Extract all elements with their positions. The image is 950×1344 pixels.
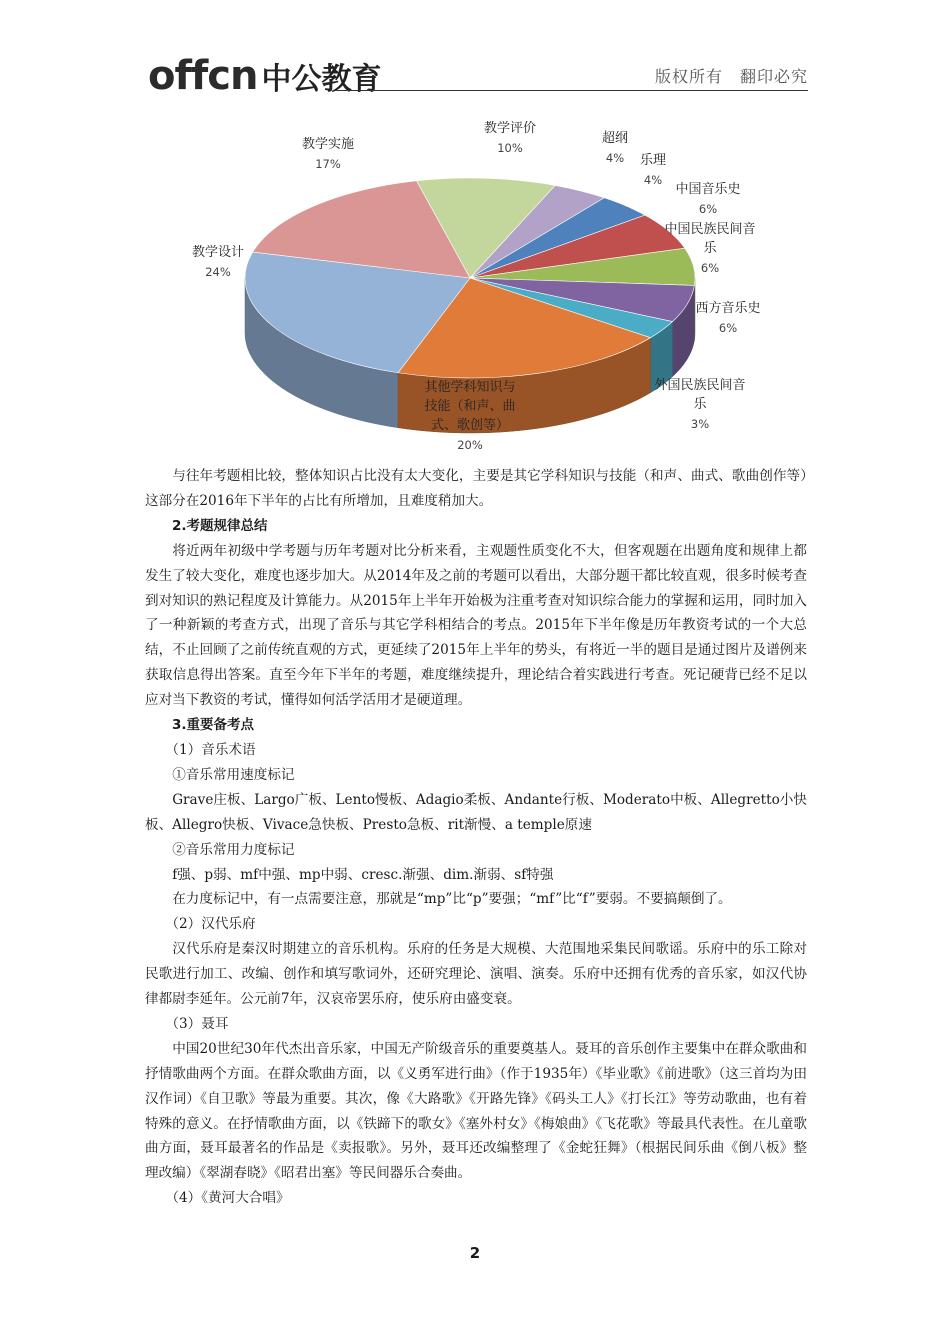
slice-label-7: 其他学科知识与 xyxy=(424,380,516,395)
paragraph: ①音乐常用速度标记 xyxy=(172,766,295,783)
paragraph: 在力度标记中，有一点需要注意，那就是“mp”比“p”要强；“mf”比“f”要弱。不要搞颠倒了。 xyxy=(172,891,732,908)
paragraph: 与往年考题相比较，整体知识占比没有太大变化，主要是其它学科知识与技能（和声、曲式、歌曲创作等）这部分在2016年下半年的占比有所增加，且难度稍加大。 xyxy=(145,468,807,509)
slice-percent-3: 6% xyxy=(698,202,718,216)
paragraph: 汉代乐府是秦汉时期建立的音乐机构。乐府的任务是大规模、大范围地采集民间歌谣。乐府中的乐工除对民歌进行加工、改编、创作和填写歌词外，还研究理论、演唱、演奏。乐府中还拥有优秀的音乐家，如汉代协律都尉李延年。公元前7年，汉哀帝罢乐府，使乐府由盛变衰。 xyxy=(145,941,807,1008)
slice-label-4: 中国民族民间音 xyxy=(664,222,756,237)
slice-label-7: 技能（和声、曲 xyxy=(424,399,516,414)
section-heading: 2.考题规律总结 xyxy=(172,517,268,534)
subsection-heading: （3）聂耳 xyxy=(165,1015,229,1032)
slice-percent-8: 24% xyxy=(205,265,231,279)
logo-cn: 中公教育 xyxy=(261,62,382,97)
slice-label-4: 乐 xyxy=(703,241,717,256)
slice-label-0: 教学评价 xyxy=(483,121,537,136)
article-body xyxy=(145,464,807,1211)
slice-percent-6: 3% xyxy=(690,417,710,431)
pie-svg xyxy=(180,112,780,464)
slice-percent-1: 4% xyxy=(605,151,625,165)
subsection-heading: （4）《黄河大合唱》 xyxy=(165,1190,290,1207)
slice-label-8: 教学设计 xyxy=(191,245,245,260)
slice-percent-5: 6% xyxy=(718,321,738,335)
slice-label-5: 西方音乐史 xyxy=(695,301,761,316)
slice-percent-0: 10% xyxy=(497,141,523,155)
page-number: 2 xyxy=(469,1244,481,1262)
logo-text: offcn xyxy=(148,53,258,99)
header-rule xyxy=(334,90,808,91)
section-heading: 3.重要备考点 xyxy=(172,717,255,734)
slice-label-7: 式、歌创等） xyxy=(430,418,510,433)
slice-percent-7: 20% xyxy=(457,438,483,452)
slice-label-1: 超纲 xyxy=(601,131,629,146)
slice-label-2: 乐理 xyxy=(639,153,667,168)
page-header xyxy=(148,50,808,98)
slice-percent-2: 4% xyxy=(643,173,663,187)
subsection-heading: （2）汉代乐府 xyxy=(165,916,256,933)
slice-label-6: 乐 xyxy=(693,397,707,412)
paragraph: 中国20世纪30年代杰出音乐家，中国无产阶级音乐的重要奠基人。聂耳的音乐创作主要集中在群众歌曲和抒情歌曲两个方面。在群众歌曲方面，以《义勇军进行曲》（作于1935年）《毕业歌》《前进歌》（这三首均为田汉作词）《自卫歌》等最为重要。其次，像《大路歌》《开路先锋》《码头工人》《打长江》等劳动歌曲，也有着特殊的意义。在抒情歌曲方面，以《铁蹄下的歌女》《塞外村女》《梅娘曲》《飞花歌》等最具代表性。在儿童歌曲方面，聂耳最著名的作品是《卖报歌》。另外，聂耳还改编整理了《金蛇狂舞》（根据民间乐曲《倒八板》整理改编）《翠湖春晓》《昭君出塞》等民间器乐合奏曲。 xyxy=(145,1040,807,1182)
copyright-notice: 版权所有 翻印必究 xyxy=(654,67,808,86)
slice-label-9: 教学实施 xyxy=(301,137,355,152)
slice-label-3: 中国音乐史 xyxy=(675,182,741,197)
slice-label-6: 外国民族民间音 xyxy=(654,378,746,393)
paragraph: Grave庄板、Largo广板、Lento慢板、Adagio柔板、Andante行板、Moderato中板、Allegretto小快板、Allegro快板、Vivace急快板、Presto急板、rit渐慢、a temple原速 xyxy=(145,791,807,833)
paragraph: f强、p弱、mf中强、mp中弱、cresc.渐强、dim.渐弱、sf特强 xyxy=(172,866,554,883)
subsection-heading: （1）音乐术语 xyxy=(165,741,256,758)
exam-distribution-pie-chart xyxy=(180,112,780,464)
slice-percent-9: 17% xyxy=(315,157,341,171)
paragraph: ②音乐常用力度标记 xyxy=(172,841,295,858)
offcn-logo xyxy=(148,54,381,102)
paragraph: 将近两年初级中学考题与历年考题对比分析来看，主观题性质变化不大，但客观题在出题角度和规律上都发生了较大变化，难度也逐步加大。从2014年及之前的考题可以看出，大部分题干都比较直观，很多时候考查到对知识的熟记程度及计算能力。从2015年上半年开始极为注重考查对知识综合能力的掌握和运用，同时加入了一种新颖的考查方式，出现了音乐与其它学科相结合的考点。2015年下半年像是历年教资考试的一个大总结，不止回顾了之前传统直观的方式，更延续了2015年上半年的势头，有将近一半的题目是通过图片及谱例来获取信息得出答案。直至今年下半年的考题，难度继续提升，理论结合着实践进行考查。死记硬背已经不足以应对当下教资的考试，懂得如何活学活用才是硬道理。 xyxy=(145,542,807,709)
slice-percent-4: 6% xyxy=(700,261,720,275)
